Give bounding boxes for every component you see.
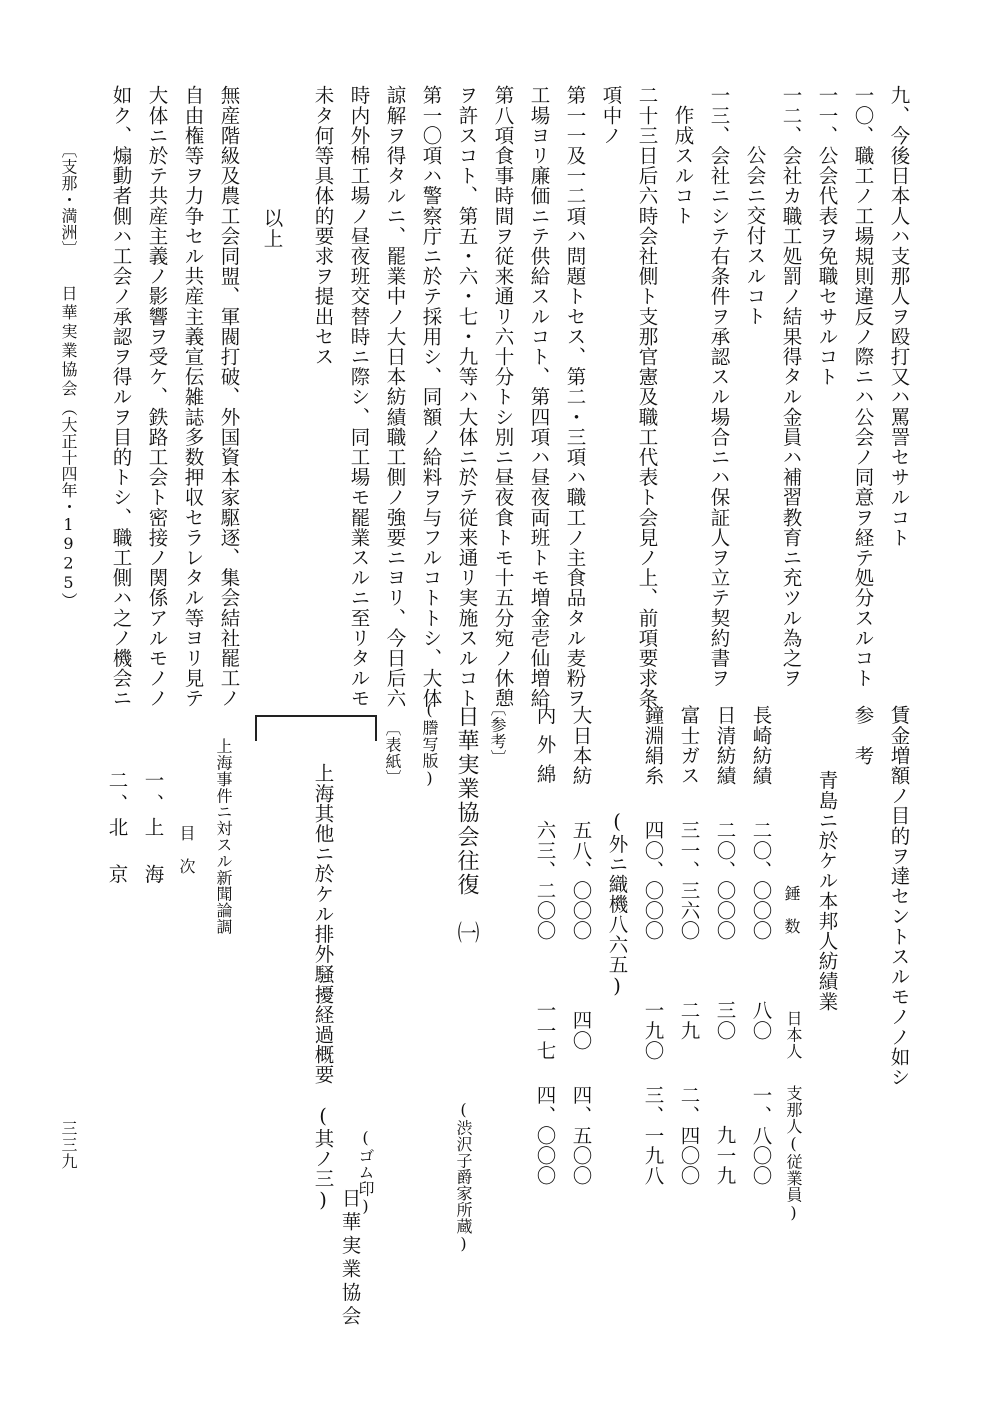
upper-line: ヲ許スコト、第五・六・七・九等ハ大体ニ於テ従来通リ実施スルコト: [455, 85, 479, 709]
row-chinese: 三、一九八: [641, 1085, 665, 1186]
row-chinese: 四、五〇〇: [569, 1085, 593, 1186]
row-chinese: 一、八〇〇: [749, 1085, 773, 1186]
intro-line: 賃金増額ノ目的ヲ達セントスルモノノ如シ: [887, 705, 911, 1087]
upper-line: 諒解ヲ得タルニ、罷業中ノ大日本紡績職工側ノ強要ニヨリ、今日后六: [383, 85, 407, 709]
cover-label: 〔表紙〕: [383, 720, 402, 786]
row-japanese: 三〇: [713, 1000, 737, 1041]
row-chinese: 九一九: [713, 1125, 737, 1186]
row-japanese: 一一七: [533, 1000, 557, 1061]
page-number: 三三九: [59, 1120, 78, 1170]
row-japanese: 四〇: [569, 1010, 593, 1051]
upper-line: 作成スルコト: [671, 105, 695, 226]
reference-label: 参 考: [851, 705, 875, 766]
cover-rule-right: [375, 715, 377, 741]
row-name: 大日本紡: [569, 705, 593, 786]
row-name: 内外綿: [533, 705, 557, 794]
row-name: 鐘淵絹糸: [641, 705, 665, 786]
table-title: 青島ニ於ケル本邦人紡績業: [815, 770, 839, 1012]
row-spindles: 三一、三六〇: [677, 820, 701, 941]
row-chinese: 二、四〇〇: [677, 1085, 701, 1186]
upper-line: 工場ヨリ廉価ニテ供給スルコト、第四項ハ昼夜両班トモ増金壱仙増給: [527, 85, 551, 709]
upper-line: 自由権等ヲ力争セル共産主義宣伝雑誌多数押収セラレタル等ヨリ見テ: [181, 85, 205, 709]
contents-label: 目 次: [177, 825, 196, 875]
row-japanese: 八〇: [749, 1000, 773, 1041]
upper-line: 第一〇項ハ警察庁ニ於テ採用シ、同額ノ給料ヲ与フルコトトシ、大体: [419, 85, 443, 709]
stamp-organization: 日華実業協会: [338, 1188, 362, 1329]
copy-type-label: (謄写版): [420, 700, 439, 788]
running-head-label: 〔支那・満洲〕: [59, 142, 78, 257]
row-spindles: 二〇、〇〇〇: [749, 820, 773, 941]
header-chinese: 支那人(従業員): [784, 1085, 803, 1223]
exchange-title: 日華実業協会往復 ㈠: [454, 705, 479, 945]
row-japanese: 一九〇: [641, 1000, 665, 1061]
exchange-source: (渋沢子爵家所蔵): [454, 1100, 473, 1254]
upper-line: 一〇、職工ノ工場規則違反ノ際ニハ公会ノ同意ヲ経テ処分スルコト: [851, 85, 875, 688]
row-spindles: 五八、〇〇〇: [569, 820, 593, 941]
upper-line: 一一、公会代表ヲ免職セサルコト: [815, 85, 839, 387]
upper-line: 第一一及一二項ハ問題トセス、第二・三項ハ職工ノ主食品タル麦粉ヲ: [563, 85, 587, 709]
upper-line: 項中ノ: [599, 85, 623, 146]
row-name: 富士ガス: [677, 705, 701, 786]
running-head-society: 日華実業協会: [59, 285, 78, 399]
cover-rule-top: [255, 715, 375, 717]
row-spindles: 二〇、〇〇〇: [713, 820, 737, 941]
upper-line: 大体ニ於テ共産主義ノ影響ヲ受ケ、鉄路工会ト密接ノ関係アルモノノ: [145, 85, 169, 709]
row-chinese: 四、〇〇〇: [533, 1085, 557, 1186]
upper-line: 未タ何等具体的要求ヲ提出セス: [311, 85, 335, 367]
header-spindles: 錘 数: [782, 885, 801, 935]
row-spindles: 六三、二〇〇: [533, 820, 557, 941]
upper-line: 二十三日后六時会社側ト支那官憲及職工代表ト会見ノ上、前項要求条: [635, 85, 659, 709]
upper-line: 九、今後日本人ハ支那人ヲ殴打又ハ罵詈セサルコト: [887, 85, 911, 548]
upper-line: 第八項食事時間ヲ従来通リ六十分トシ別ニ昼夜食トモ十五分宛ノ休憩: [491, 85, 515, 709]
running-head-era: （大正十四年・1925）: [59, 400, 78, 609]
upper-line: 一二、会社カ職工処罰ノ結果得タル金員ハ補習教育ニ充ツル為之ヲ: [779, 85, 803, 688]
upper-line: 一三、会社ニシテ右条件ヲ承認スル場合ニハ保証人ヲ立テ契約書ヲ: [707, 85, 731, 688]
upper-line: 如ク、煽動者側ハ工会ノ承認ヲ得ルヲ目的トシ、職工側ハ之ノ機会ニ: [109, 85, 133, 709]
cover-title: 上海其他ニ於ケル排外騒擾経過概要 (其ノ三): [311, 763, 335, 1213]
stamp-label: (ゴム印): [356, 1128, 375, 1216]
row-name: 日清紡績: [713, 705, 737, 786]
row-note: (外ニ織機八六五): [605, 810, 629, 998]
contents-item: 一、上 海: [141, 770, 165, 888]
header-japanese: 日本人: [784, 1010, 803, 1060]
upper-line: 時内外棉工場ノ昼夜班交替時ニ際シ、同工場モ罷業スルニ至リタルモ: [347, 85, 371, 709]
upper-line: 公会ニ交付スルコト: [743, 145, 767, 326]
row-name: 長崎紡績: [749, 705, 773, 786]
row-spindles: 四〇、〇〇〇: [641, 820, 665, 941]
contents-title: 上海事件ニ対スル新聞論調: [214, 738, 233, 935]
upper-line: 無産階級及農工会同盟、軍閥打破、外国資本家駆逐、集会結社罷工ノ: [217, 85, 241, 709]
closing-mark: 以上: [260, 208, 284, 249]
reference-bracket-label: 〔参考〕: [488, 700, 507, 766]
cover-rule-left: [255, 715, 257, 741]
contents-item: 二、北 京: [105, 770, 129, 888]
row-japanese: 二九: [677, 1000, 701, 1041]
